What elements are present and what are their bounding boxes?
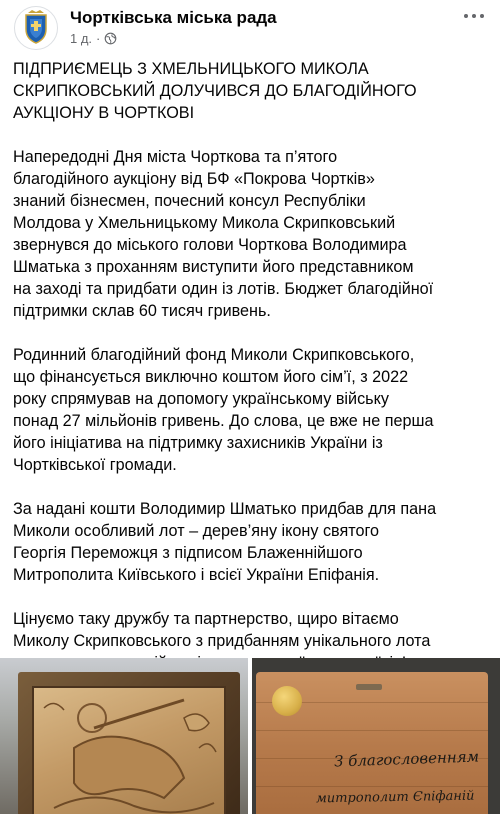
st-george-carving-icon xyxy=(34,688,224,814)
post-paragraph-4: Цінуємо таку дружбу та партнерство, щиро вітаємо Миколу Скрипковського з придбанням унікального лота xyxy=(13,610,431,650)
gold-seal xyxy=(272,686,302,716)
post-paragraph-2: Родинний благодійний фонд Миколи Скрипковського, що фінансується виключно коштом його сім’ї, з 2022 року спрямував на допомогу українському війську понад 27 мільйонів гривень. До слова, це вже не перша його ініціатива на підтримку захисників України із Чортківської громади. xyxy=(13,346,434,474)
more-dot xyxy=(472,14,476,18)
more-dots-icon[interactable] xyxy=(460,6,488,26)
post-paragraph-3: За надані кошти Володимир Шматько придбав для пана Миколи особливий лот – дерев’яну ікону святого Георгія Переможця з підписом Блаженнійшого Митрополита Київського і всієї України Епіфанія. xyxy=(13,500,437,584)
meta-separator: · xyxy=(96,31,101,46)
more-dot xyxy=(464,14,468,18)
wood-grain xyxy=(256,786,488,787)
post-time[interactable]: 1 д. xyxy=(70,31,93,46)
page-avatar[interactable] xyxy=(14,6,58,50)
wood-grain xyxy=(256,730,488,731)
globe-icon xyxy=(104,32,117,45)
city-coat-of-arms-icon xyxy=(15,7,57,49)
carved-icon-st-george-image[interactable] xyxy=(0,658,248,814)
more-dot xyxy=(480,14,484,18)
post-paragraph-1: Напередодні Дня міста Чорткова та п’ятого благодійного аукціону від БФ «Покрова Чортків» знаний бізнесмен, почесний консул Республіки Молдова у Хмельницькому Микола Скрипковський звернувся до міського голови Чорткова Володимира Шматька з проханням виступити його представником на заході та придбати один із лотів. Бюджет благодійної підтримки склав 60 тисяч гривень. xyxy=(13,148,434,320)
post-photos xyxy=(0,658,500,814)
signature-blessing: З благословенням xyxy=(333,747,480,771)
post-body xyxy=(13,58,491,696)
hanger-bracket xyxy=(356,684,382,690)
post-header xyxy=(0,0,500,56)
post-title: ПІДПРИЄМЕЦЬ З ХМЕЛЬНИЦЬКОГО МИКОЛА СКРИПКОВСЬКИЙ ДОЛУЧИВСЯ ДО БЛАГОДІЙНОГО АУКЦІОНУ В ЧОРТКОВІ xyxy=(13,60,417,122)
page-name-link[interactable]: Чортківська міська рада xyxy=(70,8,277,27)
icon-carving xyxy=(32,686,226,814)
post-meta xyxy=(70,31,117,46)
icon-back-wood xyxy=(256,672,488,814)
icon-back-signature-image[interactable] xyxy=(252,658,500,814)
signature-metropolitan: митрополит Єпіфаній xyxy=(315,788,475,807)
icon-frame xyxy=(18,672,240,814)
